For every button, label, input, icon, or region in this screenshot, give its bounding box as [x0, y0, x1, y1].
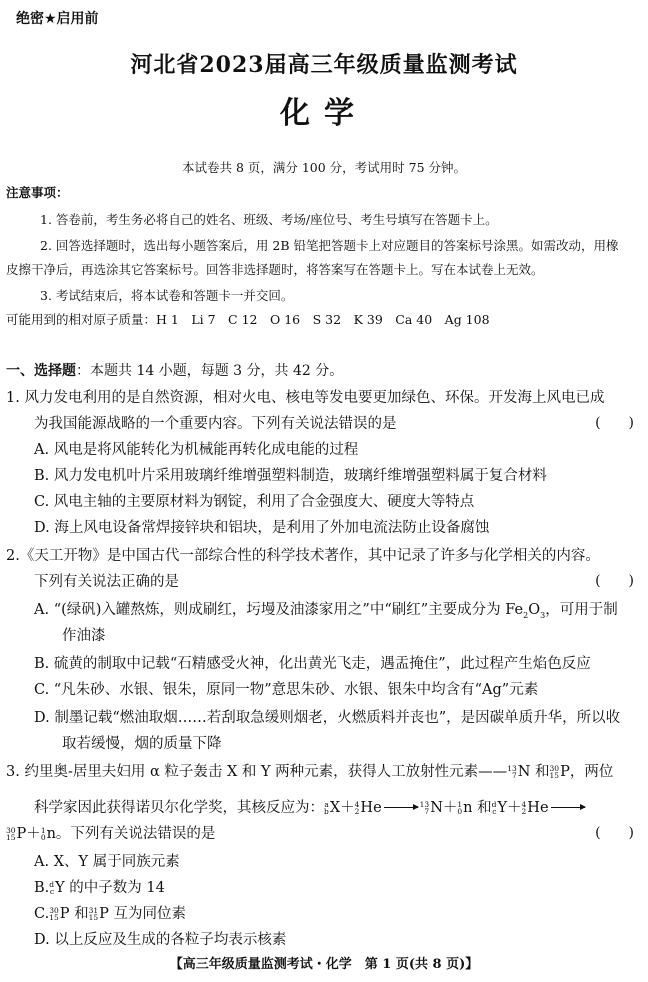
q2-a-text: A. “(绿矾)入罐熬炼，则成刷红，圬墁及油漆家用之”中“刷红”主要成分为 Fe [34, 602, 524, 618]
q3-stem-line-1 [6, 760, 613, 781]
iso-n13: 13 7 [507, 764, 517, 780]
iso-x: a b [324, 800, 329, 816]
q2-stem-line-1: 2.《天工开物》是中国古代一部综合性的科学技术著作，其中记录了许多与化学相关的内容。 [6, 548, 600, 564]
q2-stem-line-2: 下列有关说法正确的是 [34, 574, 179, 590]
section-desc: ：本题共 14 小题，每题 3 分，共 42 分。 [76, 363, 344, 379]
q1-option-b: B. 风力发电机叶片采用玻璃纤维增强塑料制造，玻璃纤维增强塑料属于复合材料 [34, 468, 547, 484]
confidential-mark: 绝密★启用前 [16, 11, 99, 27]
q3-he: He [360, 800, 382, 816]
iso-p30: 30 15 [549, 764, 560, 780]
q3-l1-text: 3. 约里奥-居里夫妇用 α 粒子轰击 X 和 Y 两种元素，获得人工放射性元素—— [6, 764, 508, 780]
section-heading [6, 360, 343, 380]
q3-l1-n: N 和 [517, 764, 550, 780]
q3-neutron: n 和 [463, 800, 492, 816]
q3-b-label: B. [34, 880, 50, 896]
q2-option-d-line-1: D. 制墨记载“燃油取烟……若刮取急缓则烟老，火燃质料并丧也”，是因碳单质升华，所以收 [34, 710, 621, 726]
iso-he: 4 2 [354, 800, 360, 816]
iso-p30b: 30 15 [6, 826, 16, 842]
page-footer: 【高三年级质量监测考试・化学 第 1 页(共 8 页)】 [169, 957, 479, 972]
reaction-arrow-2-icon [551, 807, 585, 808]
q3-stem-line-2 [34, 796, 587, 817]
q2-option-a-line-1 [34, 598, 618, 620]
iso-neutron: 1 0 [457, 800, 463, 816]
q3-x: X＋ [329, 800, 355, 816]
iso-he-2: 4 2 [521, 800, 527, 816]
q3-option-d: D. 以上反应及生成的各粒子均表示核素 [34, 932, 287, 948]
q1-option-c: C. 风电主轴的主要原材料为钢锭，利用了合金强度大、硬度大等特点 [34, 494, 475, 510]
iso-p31-c: 31 15 [88, 906, 99, 922]
q3-c-text-1: P 和 [59, 906, 89, 922]
note-2-line-1: 2. 回答选择题时，选出每小题答案后，用 2B 铅笔把答题卡上对应题目的答案标号涂黑。如需改动，用橡 [40, 238, 619, 253]
q3-l2-text: 科学家因此获得诺贝尔化学奖，其核反应为： [34, 800, 324, 816]
q2-a-sub-1: 2 [523, 610, 529, 620]
q3-n: N＋ [430, 800, 458, 816]
q3-l3-tail: n。下列有关说法错误的是 [46, 826, 216, 842]
q3-he-2: He [527, 800, 549, 816]
iso-neutron-2: 1 0 [40, 826, 46, 842]
iso-y: d c [491, 800, 497, 816]
q1-stem-line-2: 为我国能源战略的一个重要内容。下列有关说法错误的是 [34, 416, 397, 432]
iso-n13b: 13 7 [419, 800, 430, 816]
q1-option-a: A. 风电是将风能转化为机械能再转化成电能的过程 [34, 442, 359, 458]
note-2-line-2: 皮擦干净后，再选涂其它答案标号。回答非选择题时，将答案写在答题卡上。写在本试卷上无效。 [6, 262, 544, 277]
q3-option-c [34, 902, 186, 923]
q3-p: P＋ [16, 826, 41, 842]
q3-option-a: A. X、Y 属于同族元素 [34, 854, 180, 870]
note-1: 1. 答卷前，考生务必将自己的姓名、班级、考场/座位号、考生号填写在答题卡上。 [40, 212, 498, 227]
q3-option-b [34, 876, 165, 897]
q2-a-oxygen: O [528, 602, 541, 618]
q3-c-text-2: P 互为同位素 [99, 906, 187, 922]
q2-option-d-line-2: 取若缓慢，烟的质量下降 [62, 736, 222, 752]
exam-info: 本试卷共 8 页，满分 100 分，考试用时 75 分钟。 [181, 160, 467, 175]
q2-option-a-line-2: 作油漆 [62, 628, 106, 644]
q3-stem-line-3 [6, 822, 215, 843]
q3-l1-tail: P，两位 [560, 764, 614, 780]
subject-title: 化学 [280, 96, 368, 131]
atomic-masses: 可能用到的相对原子质量：H 1 Li 7 C 12 O 16 S 32 K 39 Ca 40 Ag 108 [6, 312, 490, 327]
q1-option-d: D. 海上风电设备常焊接锌块和铝块，是利用了外加电流法防止设备腐蚀 [34, 520, 490, 536]
q3-b-text: Y 的中子数为 14 [55, 880, 165, 896]
q2-answer-paren: ( ) [595, 573, 634, 589]
q3-c-label: C. [34, 906, 50, 922]
q2-option-c: C. “凡朱砂、水银、银朱，原同一物”意思朱砂、水银、银朱中均含有“Ag”元素 [34, 682, 539, 698]
section-label: 一、选择题 [6, 363, 76, 379]
q2-a-tail: ，可用于制 [545, 602, 618, 618]
q1-answer-paren: ( ) [595, 415, 634, 431]
q2-option-b: B. 硫黄的制取中记载“石精感受火神，化出黄光飞走，遇盂掩住”，此过程产生焰色反应 [34, 656, 591, 672]
q1-stem-line-1: 1. 风力发电利用的是自然资源，相对火电、核电等发电要更加绿色、环保。开发海上风电已成 [6, 390, 605, 406]
q2-a-sub-2: 3 [540, 610, 546, 620]
exam-title: 河北省2023届高三年级质量监测考试 [130, 52, 518, 78]
note-3: 3. 考试结束后，将本试卷和答题卡一并交回。 [40, 288, 294, 303]
notes-heading: 注意事项： [6, 185, 69, 200]
reaction-arrow-icon [384, 807, 418, 808]
iso-y-b: d c [49, 880, 55, 896]
q3-y: Y＋ [497, 800, 522, 816]
iso-p30-c: 30 15 [49, 906, 59, 922]
q3-answer-paren: ( ) [595, 825, 634, 841]
